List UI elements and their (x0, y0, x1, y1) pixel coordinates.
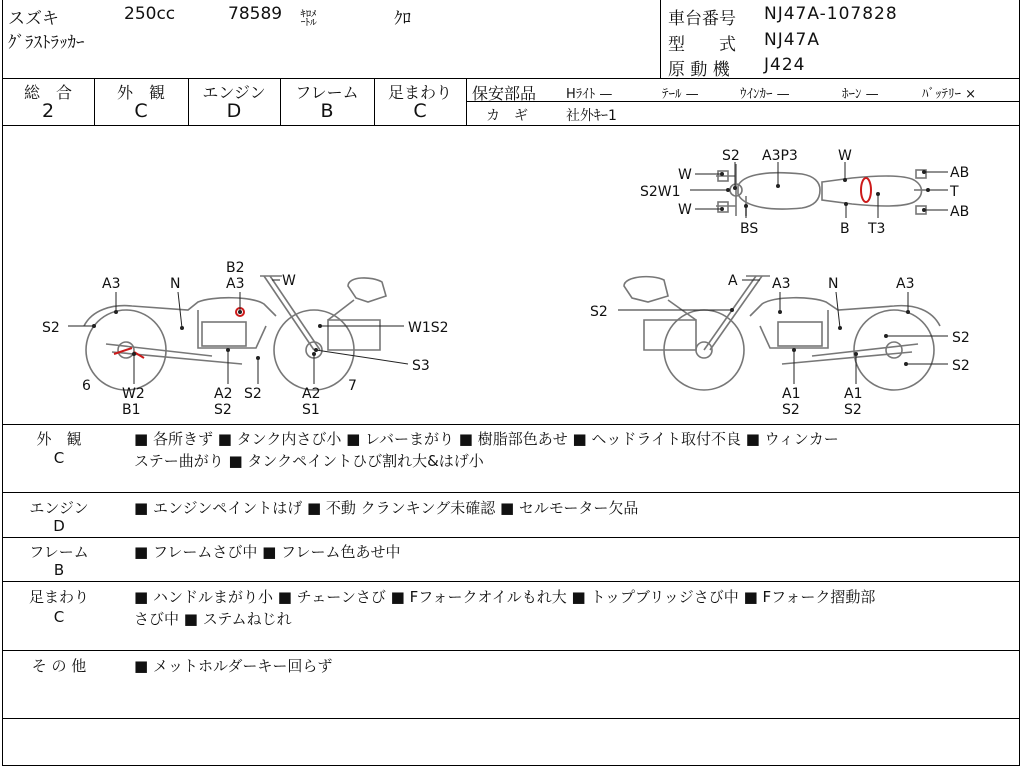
top-label: AB (950, 204, 970, 220)
section-frame-grade: B (53, 561, 65, 579)
left-label: 6 (82, 378, 91, 394)
rule (2, 492, 1020, 493)
grade-frame-label: フレーム (295, 83, 359, 102)
right-label: S2 (844, 402, 862, 418)
top-label: T3 (868, 221, 886, 237)
top-view-bike (716, 164, 928, 216)
section-suspension-line1: ■ ハンドルまがり小 ■ チェーンさび ■ Fフォークオイルもれ大 ■ トップブリッジさび中 ■ Fフォーク摺動部 (134, 588, 876, 606)
top-label: S2W1 (640, 184, 681, 200)
section-frame-label: フレーム (29, 543, 89, 561)
top-label: T (950, 184, 959, 200)
left-label: A2 (214, 386, 233, 402)
key-value: 社外ｷｰ1 (566, 108, 617, 124)
model-name: ｸﾞﾗｽﾄﾗｯｶｰ (8, 33, 85, 53)
left-label: S2 (42, 320, 60, 336)
mileage-unit: ㌖ (300, 9, 317, 29)
grade-suspension-label: 足まわり (387, 83, 452, 102)
safety-battery: ﾊﾞｯﾃﾘｰ × (922, 87, 977, 102)
left-label: S3 (412, 358, 430, 374)
rule (2, 650, 1020, 651)
rule (2, 78, 1020, 79)
section-exterior-line2: ステー曲がり ■ タンクペイントひび割れ大&はげ小 (134, 452, 484, 470)
left-label: B2 (226, 260, 245, 276)
engine-value: J424 (764, 55, 806, 75)
right-label: S2 (782, 402, 800, 418)
section-exterior-line1: ■ 各所きず ■ タンク内さび小 ■ レバーまがり ■ 樹脂部色あせ ■ ヘッドライト取付不良 ■ ウィンカー (134, 430, 839, 448)
safety-headlight: Hﾗｲﾄ — (566, 87, 613, 102)
mileage: 78589 (228, 4, 283, 24)
frame-no-label: 車台番号 (668, 9, 736, 29)
top-label: AB (950, 165, 970, 181)
left-side-bike (84, 276, 386, 390)
section-engine-line1: ■ エンジンペイントはげ ■ 不動 クランキング未確認 ■ セルモーター欠品 (134, 499, 639, 517)
grade-engine-value: D (226, 100, 242, 122)
top-label: W (678, 202, 692, 218)
frame-no: NJ47A-107828 (764, 4, 898, 24)
left-label: S2 (244, 386, 262, 402)
section-engine-label: エンジン (29, 499, 89, 517)
top-label: W (838, 148, 852, 164)
top-label: W (678, 167, 692, 183)
type-value: NJ47A (764, 30, 820, 50)
rule (2, 581, 1020, 582)
right-side-bike (624, 276, 940, 390)
section-exterior-label: 外 観 (36, 430, 82, 448)
safety-tail: ﾃｰﾙ — (662, 87, 699, 102)
section-other-line1: ■ メットホルダーキー回らず (134, 657, 333, 675)
top-label: A3P3 (762, 148, 798, 164)
safety-horn: ﾎｰﾝ — (842, 87, 879, 102)
left-label: S2 (214, 402, 232, 418)
right-label: S2 (952, 358, 970, 374)
right-label: A1 (844, 386, 863, 402)
grade-frame-value: B (320, 100, 334, 122)
right-label: A3 (896, 276, 915, 292)
engine-label: 原 動 機 (668, 60, 730, 80)
section-engine-grade: D (53, 517, 65, 535)
left-label: N (170, 276, 181, 292)
rule (2, 537, 1020, 538)
left-label: W2 (122, 386, 145, 402)
right-label: A1 (782, 386, 801, 402)
left-label: A3 (226, 276, 245, 292)
top-label: BS (740, 221, 759, 237)
grade-exterior-label: 外 観 (116, 83, 165, 102)
right-label: S2 (952, 330, 970, 346)
header-divider (660, 0, 661, 78)
left-label: A3 (102, 276, 121, 292)
grade-engine-label: エンジン (202, 83, 266, 102)
section-suspension-label: 足まわり (28, 588, 89, 606)
rule (466, 101, 1020, 102)
safety-winker: ｳｲﾝｶｰ — (740, 87, 790, 102)
type-label: 型 式 (668, 35, 736, 55)
grade-overall-label: 総 合 (23, 83, 72, 102)
top-label: B (840, 221, 850, 237)
section-exterior-grade: C (53, 449, 65, 467)
maker: スズキ (8, 9, 59, 29)
engine-cc: 250cc (124, 4, 176, 24)
right-label: S2 (590, 304, 608, 320)
left-label: 7 (348, 378, 357, 394)
grade-exterior-value: C (134, 100, 148, 122)
rule (2, 718, 1020, 719)
key-label: カ ギ (486, 108, 528, 124)
section-frame-line1: ■ フレームさび中 ■ フレーム色あせ中 (134, 543, 401, 561)
right-label: N (828, 276, 839, 292)
color: ｸﾛ (394, 9, 411, 29)
left-label: B1 (122, 402, 141, 418)
section-other-label: そ の 他 (31, 657, 87, 675)
left-label: W (282, 273, 296, 289)
grade-overall-value: 2 (41, 100, 55, 122)
left-label: A2 (302, 386, 321, 402)
grade-suspension-value: C (413, 100, 427, 122)
right-label: A (728, 273, 738, 289)
top-view-labels (640, 148, 969, 237)
right-label: A3 (772, 276, 791, 292)
damage-diagram (2, 126, 1020, 424)
safety-label: 保安部品 (472, 84, 537, 103)
rule (2, 424, 1020, 425)
section-suspension-grade: C (53, 608, 65, 626)
top-label: S2 (722, 148, 740, 164)
section-suspension-line2: さび中 ■ ステムねじれ (134, 610, 292, 628)
left-label: S1 (302, 402, 320, 418)
left-label: W1S2 (408, 320, 449, 336)
